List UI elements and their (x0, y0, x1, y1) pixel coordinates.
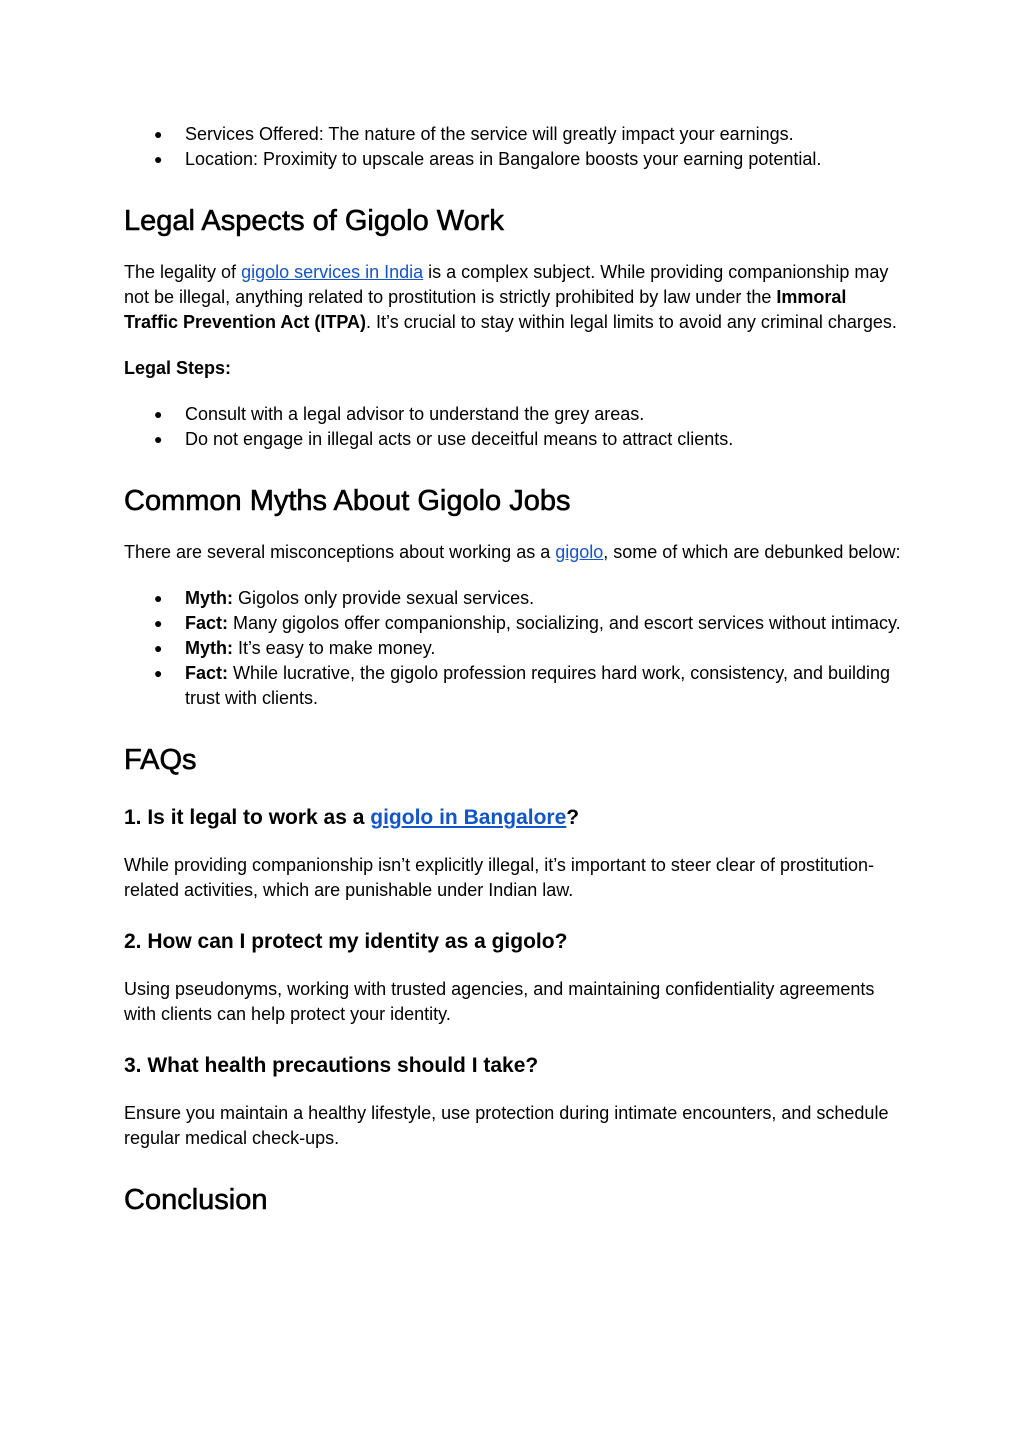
link-gigolo-services-india[interactable]: gigolo services in India (241, 262, 424, 282)
faq-answer-2: Using pseudonyms, working with trusted agencies, and maintaining confidentiality agreements with clients can help protect your identity. (124, 979, 875, 1024)
faq-question-2: 2. How can I protect my identity as a gigolo? (124, 930, 568, 953)
section-heading-legal: Legal Aspects of Gigolo Work (124, 205, 504, 237)
section-heading-faqs: FAQs (124, 744, 197, 776)
legal-steps-label: Legal Steps: (124, 358, 232, 378)
document-page (124, 122, 904, 1218)
myths-list (124, 586, 904, 711)
bullet-icon: ● (154, 615, 163, 631)
legal-paragraph: The legality of gigolo services in India is a complex subject. While providing companionship may not be illegal, anything related to prostitution is strictly prohibited by law under the Immoral Traffic Prevention Act (ITPA). It’s crucial to stay within legal limits to avoid any criminal charges. (124, 262, 897, 332)
bullet-icon: ● (154, 151, 163, 167)
list-item (124, 402, 904, 427)
faq-question-1: 1. Is it legal to work as a gigolo in Bangalore? (124, 806, 580, 829)
list-item: ● Fact: While lucrative, the gigolo profession requires hard work, consistency, and building trust with clients. (154, 663, 891, 708)
list-item-text: Services Offered: The nature of the service will greatly impact your earnings. (185, 124, 794, 144)
list-item: ● Myth: It’s easy to make money. (124, 636, 904, 661)
bullet-icon: ● (154, 665, 163, 681)
faq-question-3: 3. What health precautions should I take? (124, 1054, 539, 1077)
faq-answer-3: Ensure you maintain a healthy lifestyle, use protection during intimate encounters, and schedule regular medical check-ups. (124, 1103, 889, 1148)
list-item-text: Do not engage in illegal acts or use deceitful means to attract clients. (185, 429, 734, 449)
bullet-icon: ● (154, 431, 163, 447)
section-heading-conclusion: Conclusion (124, 1184, 268, 1216)
list-item (124, 122, 904, 147)
list-item (124, 147, 904, 172)
bullet-icon: ● (154, 640, 163, 656)
bullet-icon: ● (154, 126, 163, 142)
list-item (124, 427, 904, 452)
bullet-icon: ● (154, 406, 163, 422)
list-item: ● Myth: Gigolos only provide sexual services. (124, 586, 904, 611)
legal-steps-list (124, 402, 904, 452)
myths-paragraph: There are several misconceptions about working as a gigolo, some of which are debunked below: (124, 542, 901, 562)
bullet-icon: ● (154, 590, 163, 606)
link-gigolo[interactable]: gigolo (555, 542, 604, 562)
list-item: ● Fact: Many gigolos offer companionship, socializing, and escort services without intimacy. (124, 611, 904, 636)
intro-bullet-list (124, 122, 904, 172)
list-item-text: Consult with a legal advisor to understand the grey areas. (185, 404, 645, 424)
list-item-text: Location: Proximity to upscale areas in Bangalore boosts your earning potential. (185, 149, 822, 169)
section-heading-myths: Common Myths About Gigolo Jobs (124, 485, 571, 517)
faq-answer-1: While providing companionship isn’t explicitly illegal, it’s important to steer clear of prostitution-related activities, which are punishable under Indian law. (124, 855, 875, 900)
itpa-bold: Immoral Traffic Prevention Act (ITPA) (124, 287, 847, 332)
link-gigolo-bangalore[interactable]: gigolo in Bangalore (370, 806, 567, 829)
